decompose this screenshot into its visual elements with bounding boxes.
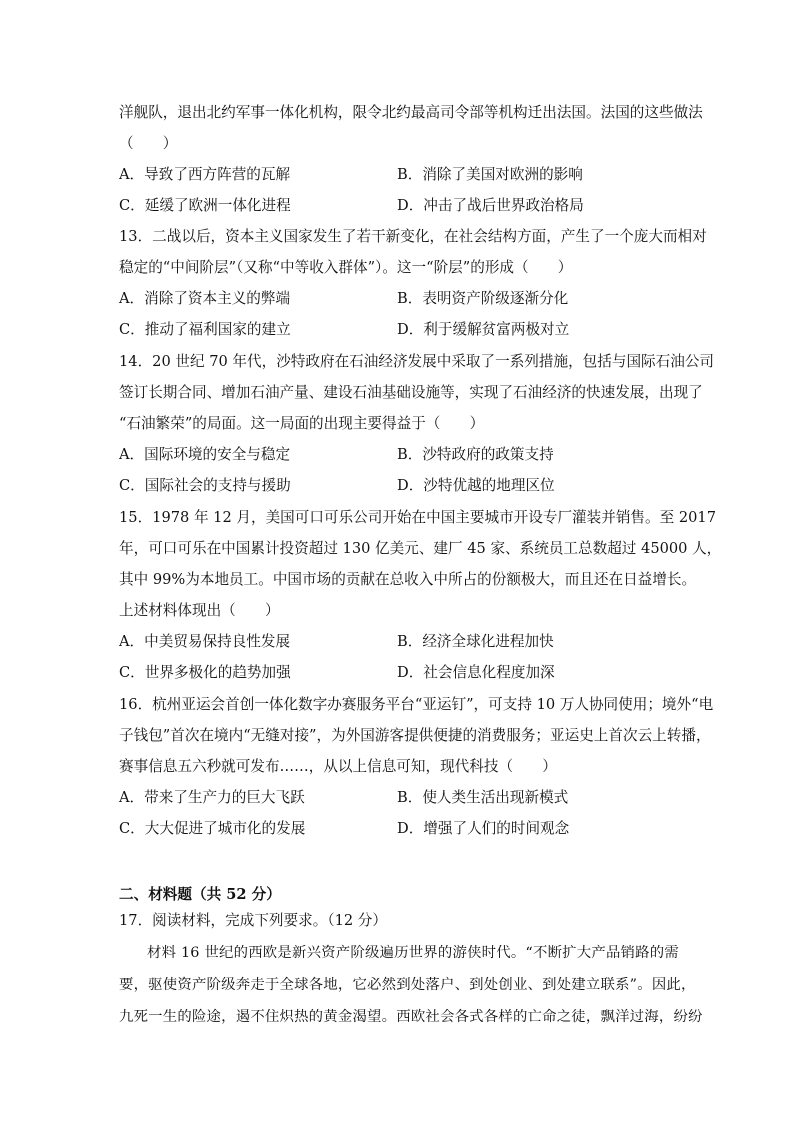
q14-stem-line-1: 14．20 世纪 70 年代，沙特政府在石油经济发展中采取了一系列措施，包括与国际石油公司 (119, 353, 715, 370)
q14-option-c[interactable]: C．国际社会的支持与援助 (119, 477, 291, 494)
q14-stem-line-2: 签订长期合同、增加石油产量、建设石油基础设施等，实现了石油经济的快速发展，出现了 (119, 384, 703, 401)
q16-stem-line-2: 子钱包”首次在境内“无缝对接”，为外国游客提供便捷的消费服务；亚运史上首次云上转播， (119, 727, 711, 744)
q14-stem-line-3: “石油繁荣”的局面。这一局面的出现主要得益于（ ） (119, 415, 485, 432)
q14-option-d[interactable]: D．沙特优越的地理区位 (397, 477, 555, 494)
q17-stem-line: 17．阅读材料，完成下列要求。（12 分） (119, 912, 387, 929)
q16-stem-line-3: 赛事信息五六秒就可发布……，从以上信息可知，现代科技（ ） (119, 758, 557, 775)
q13-stem-line-2: 稳定的“中间阶层”（又称“中等收入群体”）。这一“阶层”的形成（ ） (119, 259, 573, 276)
q17-material-line-3: 九死一生的险途，遏不住炽热的黄金渴望。西欧社会各式各样的亡命之徒，飘洋过海，纷纷 (119, 1009, 703, 1025)
q15-option-d[interactable]: D．社会信息化程度加深 (397, 664, 555, 681)
q16-option-b[interactable]: B．使人类生活出现新模式 (397, 789, 569, 806)
q17-material-line-1: 材料 16 世纪的西欧是新兴资产阶级遍历世界的游侠时代。“不断扩大产品销路的需 (147, 945, 679, 961)
q14-option-b[interactable]: B．沙特政府的政策支持 (397, 446, 554, 463)
q16-option-d[interactable]: D．增强了人们的时间观念 (397, 820, 570, 837)
q15-option-a[interactable]: A．中美贸易保持良性发展 (119, 633, 291, 650)
q12-stem-line: 洋舰队，退出北约军事一体化机构，限令北约最高司令部等机构迁出法国。法国的这些做法 (119, 104, 703, 121)
q13-option-c[interactable]: C．推动了福利国家的建立 (119, 321, 291, 338)
q14-option-a[interactable]: A．国际环境的安全与稳定 (119, 446, 291, 463)
q17-material-line-2: 要，驱使资产阶级奔走于全球各地，它必然到处落户、到处创业、到处建立联系”。因此， (119, 977, 696, 993)
q12-option-a[interactable]: A．导致了西方阵营的瓦解 (119, 166, 291, 183)
q15-stem-line-3: 其中 99%为本地员工。中国市场的贡献在总收入中所占的份额极大，而且还在日益增长。 (119, 571, 697, 588)
q13-stem-line-1: 13．二战以后，资本主义国家发生了若干新变化，在社会结构方面，产生了一个庞大而相对 (119, 228, 707, 245)
q15-option-c[interactable]: C．世界多极化的趋势加强 (119, 664, 291, 681)
q13-option-b[interactable]: B．表明资产阶级逐渐分化 (397, 290, 569, 307)
q12-option-c[interactable]: C．延缓了欧洲一体化进程 (119, 197, 291, 214)
q15-stem-line-1: 15．1978 年 12 月，美国可口可乐公司开始在中国主要城市开设专厂灌装并销售。至 2017 (119, 509, 716, 526)
q13-option-a[interactable]: A．消除了资本主义的弊端 (119, 290, 291, 307)
q16-stem-line-1: 16．杭州亚运会首创一体化数字办赛服务平台“亚运钉”，可支持 10 万人协同使用；境外“电 (119, 696, 714, 713)
q16-option-c[interactable]: C．大大促进了城市化的发展 (119, 820, 306, 837)
q12-option-b[interactable]: B．消除了美国对欧洲的影响 (397, 166, 583, 183)
q12-option-d[interactable]: D．冲击了战后世界政治格局 (397, 197, 584, 214)
section-heading: 二、材料题（共 52 分） (119, 886, 281, 903)
q16-option-a[interactable]: A．带来了生产力的巨大飞跃 (119, 789, 305, 806)
q15-stem-line-4: 上述材料体现出（ ） (119, 602, 280, 619)
q15-option-b[interactable]: B．经济全球化进程加快 (397, 633, 554, 650)
q15-stem-line-2: 年，可口可乐在中国累计投资超过 130 亿美元、建厂 45 家、系统员工总数超过 45000 人， (119, 540, 722, 557)
q12-answer-paren: （ ） (119, 135, 178, 152)
q13-option-d[interactable]: D．利于缓解贫富两极对立 (397, 321, 570, 338)
